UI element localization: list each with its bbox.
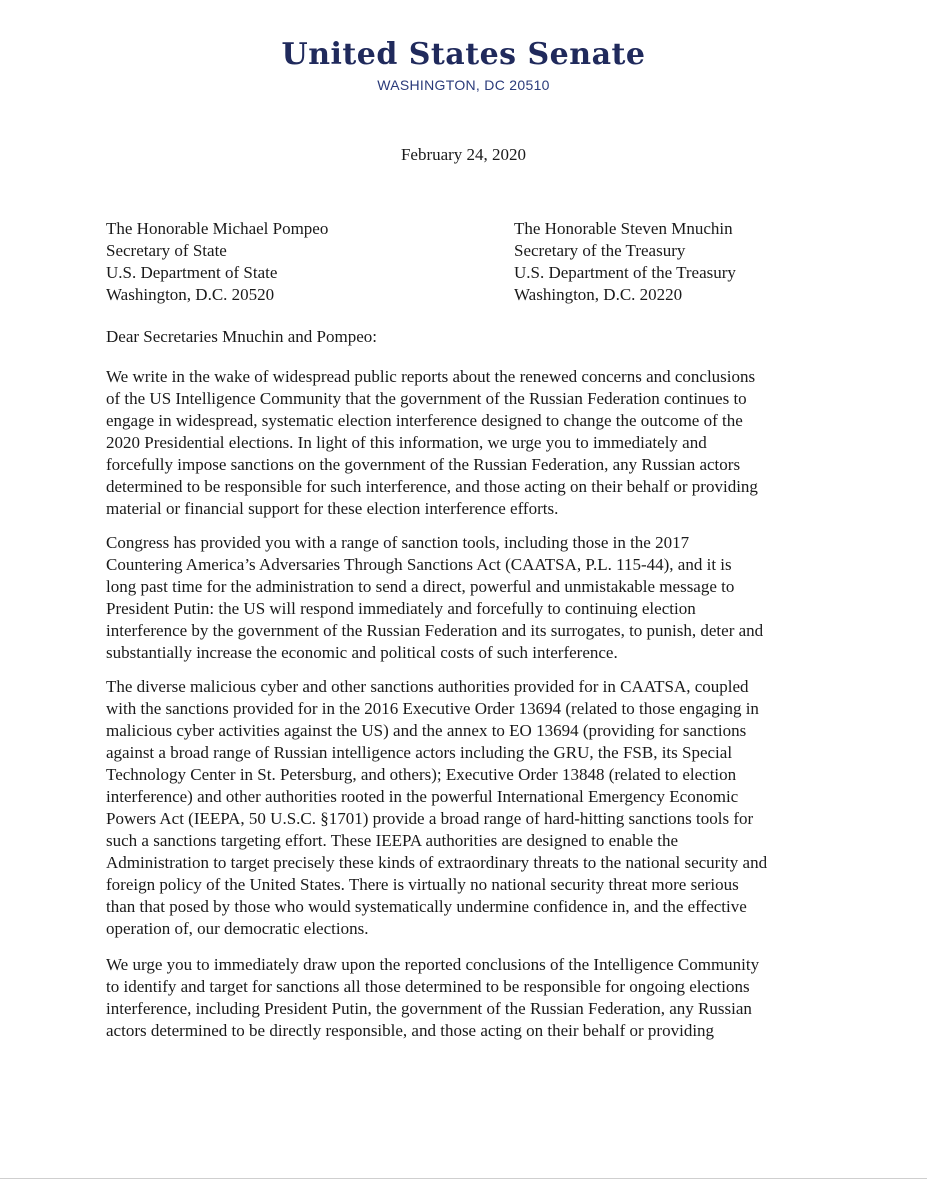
- recipient-line: Secretary of State: [106, 241, 227, 260]
- paragraph-3: [106, 676, 826, 940]
- text-line: Countering America’s Adversaries Through Sanctions Act (CAATSA, P.L. 115-44), and it is: [106, 555, 732, 574]
- text-line: foreign policy of the United States. There is virtually no national security threat more serious: [106, 875, 739, 894]
- letterhead-address: WASHINGTON, DC 20510: [377, 77, 550, 93]
- text-line: material or financial support for these election interference efforts.: [106, 499, 559, 518]
- paragraph-2: [106, 532, 826, 664]
- text-line: We write in the wake of widespread public reports about the renewed concerns and conclusions: [106, 367, 756, 386]
- text-line: long past time for the administration to send a direct, powerful and unmistakable message to: [106, 577, 735, 596]
- text-line: President Putin: the US will respond immediately and forcefully to continuing election: [106, 599, 696, 618]
- text-line: We urge you to immediately draw upon the reported conclusions of the Intelligence Community: [106, 955, 760, 974]
- paragraph-1: [106, 366, 826, 520]
- recipient-block-mnuchin: [514, 218, 736, 306]
- text-line: with the sanctions provided for in the 2016 Executive Order 13694 (related to those engaging in: [106, 699, 759, 718]
- text-line: malicious cyber activities against the US) and the annex to EO 13694 (providing for sanctions: [106, 721, 747, 740]
- text-line: 2020 Presidential elections. In light of this information, we urge you to immediately and: [106, 433, 707, 452]
- salutation: Dear Secretaries Mnuchin and Pompeo:: [106, 327, 377, 346]
- recipient-line: The Honorable Michael Pompeo: [106, 219, 329, 238]
- text-line: interference) and other authorities rooted in the powerful International Emergency Economic: [106, 787, 739, 806]
- recipient-line: Washington, D.C. 20220: [514, 285, 683, 304]
- text-line: than that posed by those who would systematically undermine confidence in, and the effective: [106, 897, 747, 916]
- page-edge-rule: [0, 1178, 927, 1179]
- recipient-line: U.S. Department of the Treasury: [514, 263, 736, 282]
- text-line: interference, including President Putin, the government of the Russian Federation, any Russian: [106, 999, 752, 1018]
- text-line: operation of, our democratic elections.: [106, 919, 369, 938]
- text-line: The diverse malicious cyber and other sanctions authorities provided for in CAATSA, coupled: [106, 677, 749, 696]
- text-line: interference by the government of the Russian Federation and its surrogates, to punish, deter and: [106, 621, 764, 640]
- text-line: to identify and target for sanctions all those determined to be responsible for ongoing elections: [106, 977, 750, 996]
- text-line: forcefully impose sanctions on the government of the Russian Federation, any Russian actors: [106, 455, 741, 474]
- letter-date: February 24, 2020: [400, 145, 527, 164]
- recipient-line: Washington, D.C. 20520: [106, 285, 275, 304]
- text-line: such a sanctions targeting effort. These IEEPA authorities are designed to enable the: [106, 831, 679, 850]
- recipient-line: The Honorable Steven Mnuchin: [514, 219, 733, 238]
- text-line: Administration to target precisely these kinds of extraordinary threats to the national security and: [106, 853, 768, 872]
- text-line: Congress has provided you with a range of sanction tools, including those in the 2017: [106, 533, 690, 552]
- paragraph-4: [106, 954, 826, 1042]
- text-line: actors determined to be directly responsible, and those acting on their behalf or providing: [106, 1021, 715, 1040]
- text-line: determined to be responsible for such interference, and those acting on their behalf or providing: [106, 477, 758, 496]
- recipient-block-pompeo: [106, 218, 328, 306]
- text-line: Technology Center in St. Petersburg, and others); Executive Order 13848 (related to election: [106, 765, 737, 784]
- recipient-line: U.S. Department of State: [106, 263, 278, 282]
- text-line: of the US Intelligence Community that the government of the Russian Federation continues to: [106, 389, 747, 408]
- text-line: against a broad range of Russian intelligence actors including the GRU, the FSB, its Special: [106, 743, 733, 762]
- text-line: substantially increase the economic and political costs of such interference.: [106, 643, 618, 662]
- letterhead-title: United States Senate: [281, 37, 646, 72]
- recipient-line: Secretary of the Treasury: [514, 241, 686, 260]
- text-line: engage in widespread, systematic election interference designed to change the outcome of the: [106, 411, 743, 430]
- text-line: Powers Act (IEEPA, 50 U.S.C. §1701) provide a broad range of hard-hitting sanctions tools for: [106, 809, 754, 828]
